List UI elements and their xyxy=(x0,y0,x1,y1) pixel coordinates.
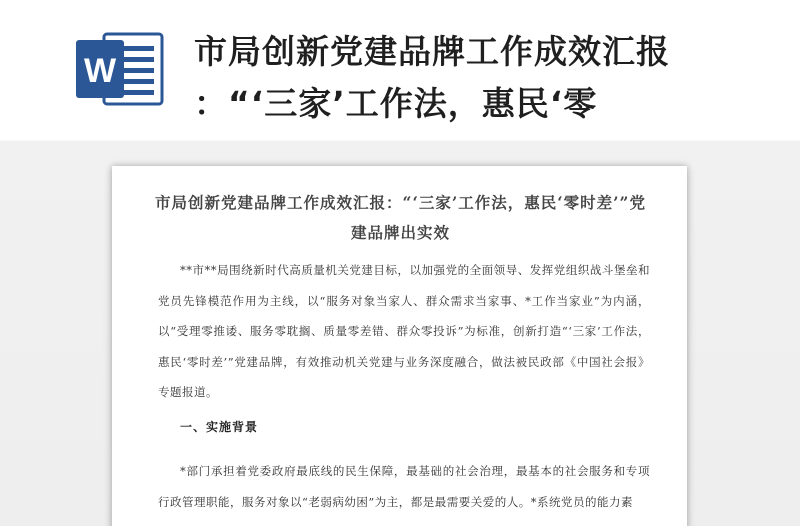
document-title: 市局创新党建品牌工作成效汇报：“‘三家’工作法，惠民‘零时差’”党建品牌出实效 xyxy=(155,193,646,242)
header-banner xyxy=(0,0,800,140)
banner-title xyxy=(194,26,784,130)
document-page xyxy=(112,166,687,526)
banner-title-line-2: ：“‘三家’工作法，惠民‘零 xyxy=(194,84,598,123)
banner-title-line-1: 市局创新党建品牌工作成效汇报 xyxy=(194,32,670,71)
word-icon-letter: W xyxy=(83,52,117,90)
section-heading: 一、实施背景 xyxy=(180,420,259,434)
intro-paragraph: **市**局围绕新时代高质量机关党建目标，以加强党的全面领导、发挥党组织战斗堡垒和党员先锋模范作用为主线，以“服务对象当家人、群众需求当家事、*工作当家业”为内涵，以“受理零推诿、服务零耽搁、质量零差错、群众零投诉”为标准，创新打造“‘三家’工作法，惠民‘零时差’”党建品牌，有效推动机关党建与业务深度融合，做法被民政部《中国社会报》专题报道。 xyxy=(158,263,650,399)
word-icon xyxy=(74,30,166,108)
section-paragraph: *部门承担着党委政府最底线的民生保障，最基础的社会治理，最基本的社会服务和专项行政管理职能，服务对象以“老弱病幼困”为主，都是最需要关爱的人。*系统党员的能力素 xyxy=(158,464,650,509)
